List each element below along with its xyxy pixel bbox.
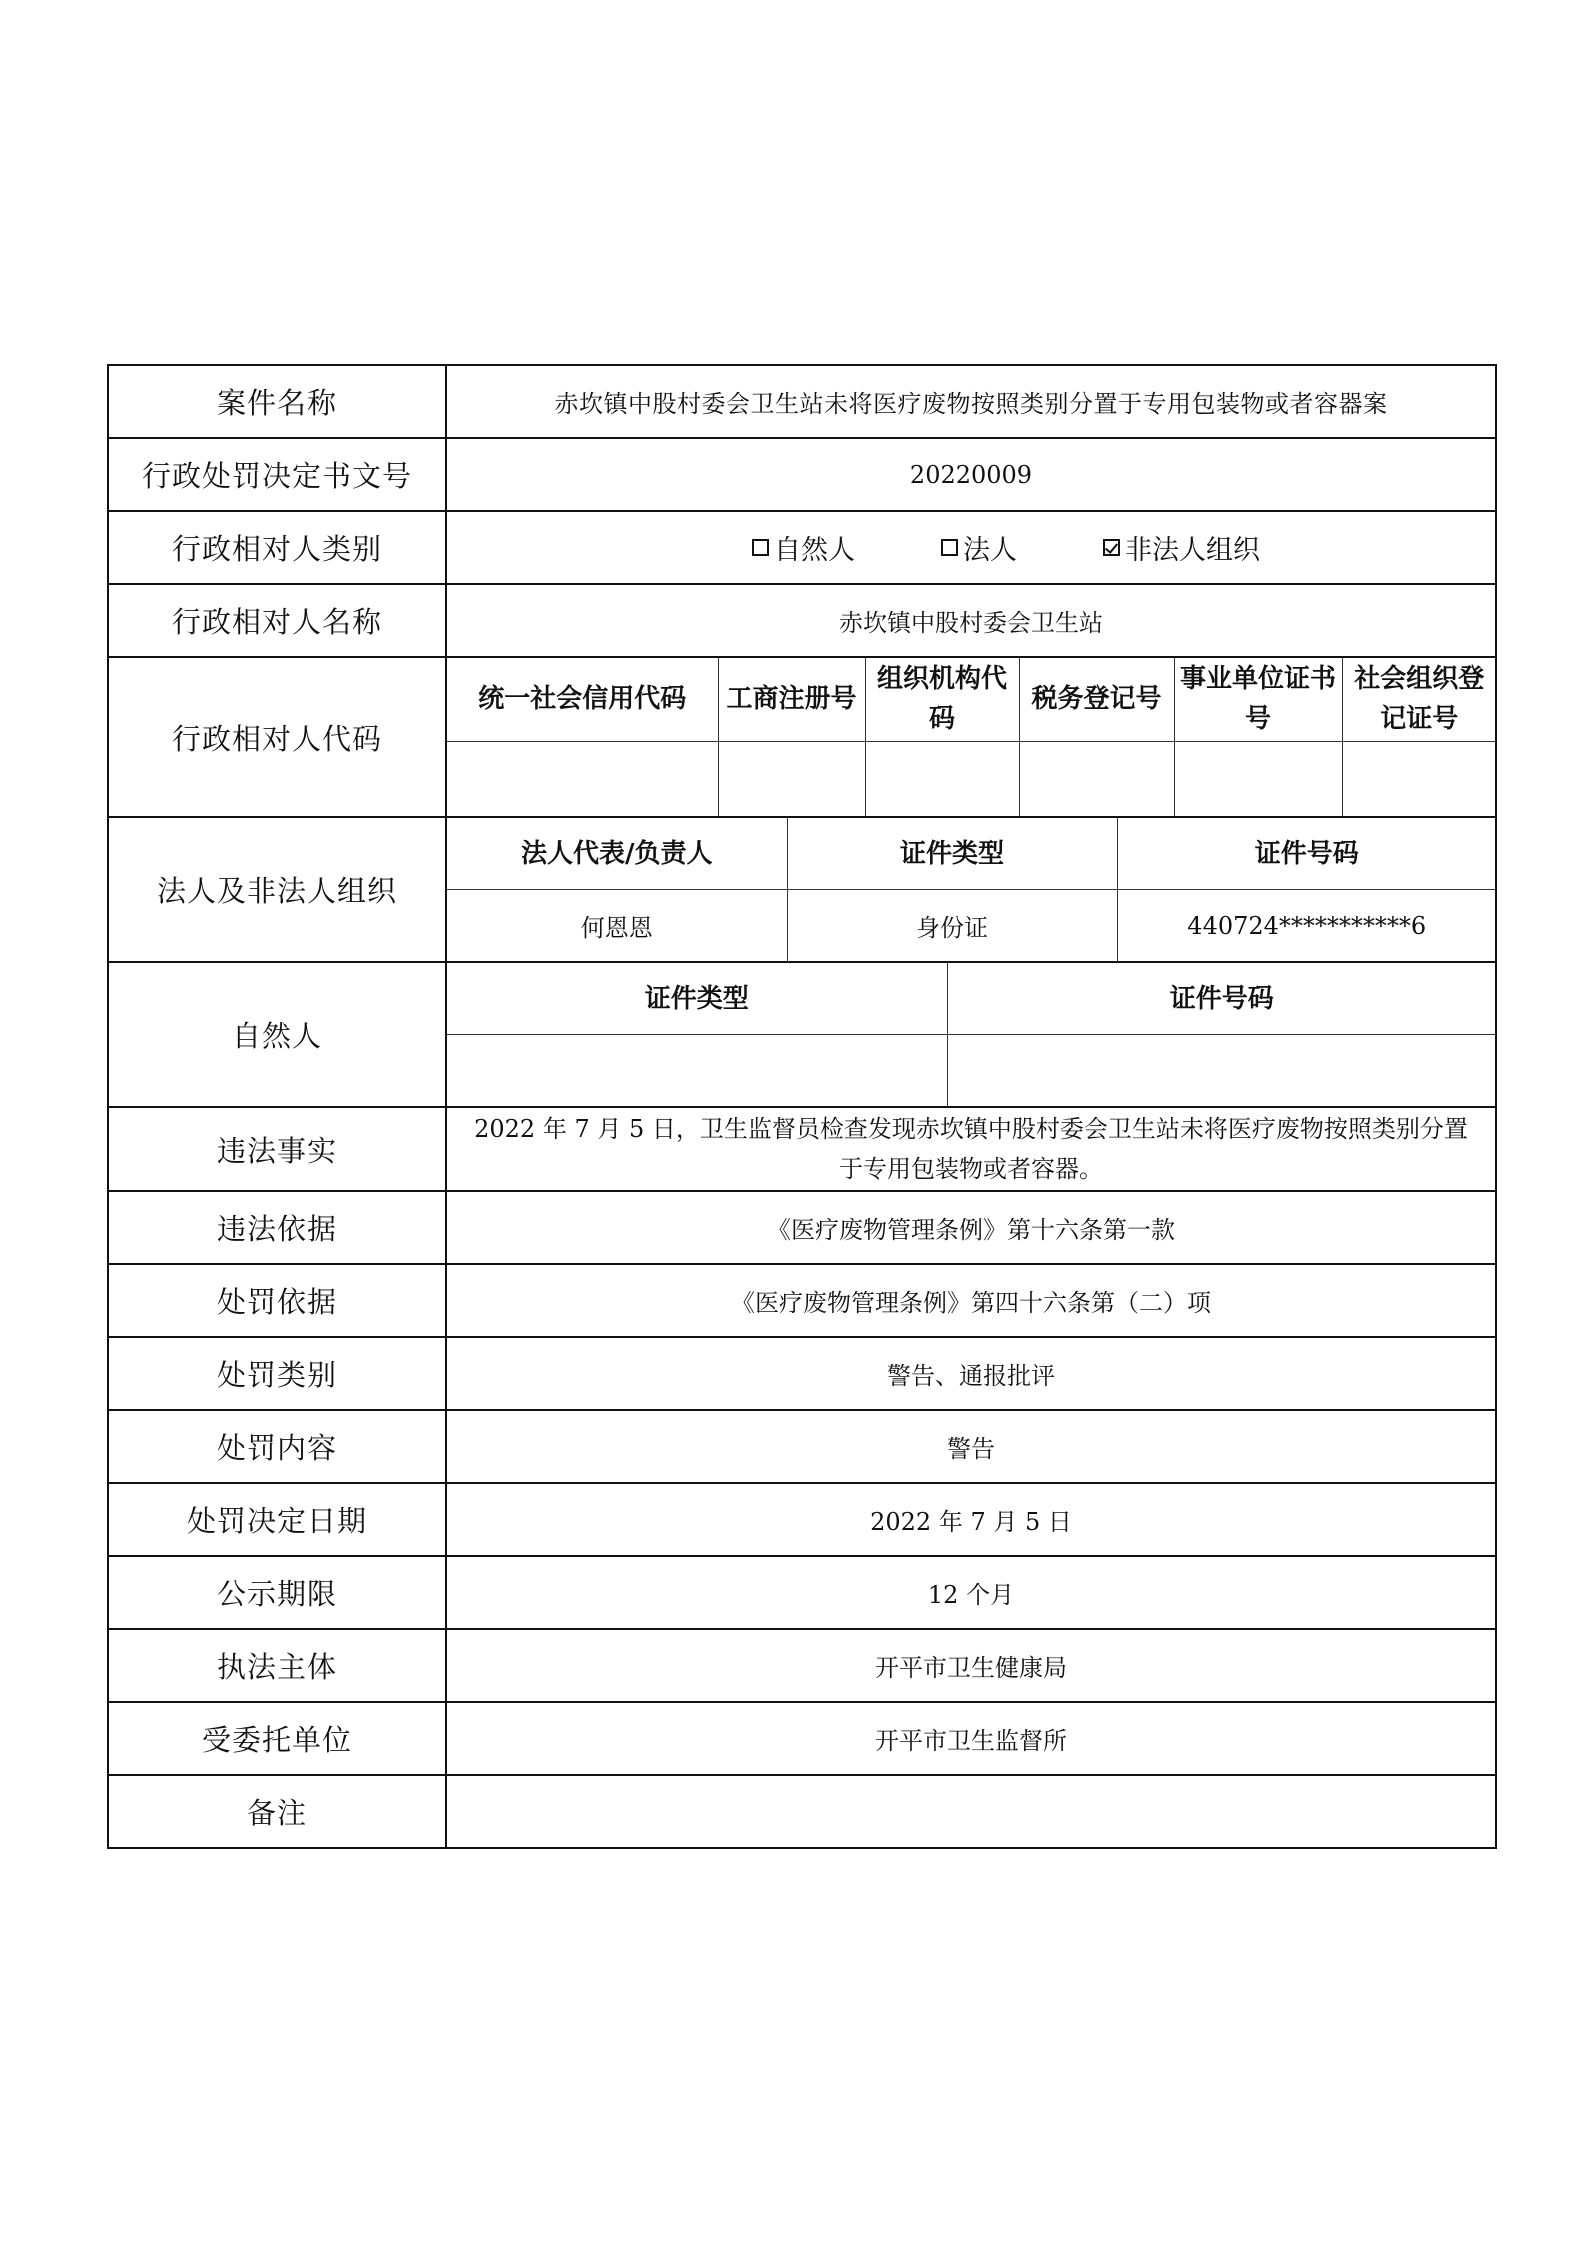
value-id-type: 身份证 — [787, 890, 1117, 962]
case-name-value: 赤坎镇中股村委会卫生站未将医疗废物按照类别分置于专用包装物或者容器案 — [446, 365, 1496, 438]
row-case-name — [108, 365, 1496, 438]
penalty-content-value: 警告 — [446, 1410, 1496, 1483]
value-social-org-reg-no — [1342, 741, 1496, 816]
row-violation-facts — [108, 1107, 1496, 1191]
party-category-label: 行政相对人类别 — [108, 511, 446, 584]
decision-date-value: 2022 年 7 月 5 日 — [446, 1483, 1496, 1556]
header-id-number: 证件号码 — [1117, 818, 1496, 890]
row-party-name — [108, 584, 1496, 657]
value-tax-reg-no — [1019, 741, 1174, 816]
natural-person-subtable — [447, 963, 1496, 1106]
party-code-subtable — [447, 658, 1496, 816]
remarks-value — [446, 1775, 1496, 1848]
party-code-label: 行政相对人代码 — [108, 657, 446, 817]
row-violation-basis — [108, 1191, 1496, 1264]
row-enforcement-body — [108, 1629, 1496, 1702]
value-legal-representative: 何恩恩 — [447, 890, 787, 962]
value-org-code — [865, 741, 1019, 816]
legal-entity-label: 法人及非法人组织 — [108, 817, 446, 962]
row-penalty-type — [108, 1337, 1496, 1410]
row-penalty-basis — [108, 1264, 1496, 1337]
header-tax-reg-no: 税务登记号 — [1019, 658, 1174, 741]
legal-entity-subtable — [447, 818, 1496, 961]
violation-facts-value-cell — [446, 1107, 1496, 1191]
option-label: 非法人组织 — [1125, 535, 1260, 566]
value-id-number: 440724***********6 — [1117, 890, 1496, 962]
entrusted-unit-label: 受委托单位 — [108, 1702, 446, 1775]
checkbox-unchecked-icon[interactable] — [941, 539, 958, 556]
party-code-subtable-cell — [446, 657, 1496, 817]
checkbox-unchecked-icon[interactable] — [752, 539, 769, 556]
header-np-id-type: 证件类型 — [447, 963, 947, 1035]
decision-number-value: 20220009 — [446, 438, 1496, 511]
penalty-type-label: 处罚类别 — [108, 1337, 446, 1410]
value-institution-cert-no — [1174, 741, 1342, 816]
party-name-label: 行政相对人名称 — [108, 584, 446, 657]
row-party-code — [108, 657, 1496, 817]
checkbox-checked-icon[interactable] — [1103, 539, 1120, 556]
party-name-value: 赤坎镇中股村委会卫生站 — [446, 584, 1496, 657]
row-party-category — [108, 511, 1496, 584]
legal-entity-subtable-cell — [446, 817, 1496, 962]
enforcement-body-value: 开平市卫生健康局 — [446, 1629, 1496, 1702]
row-entrusted-unit — [108, 1702, 1496, 1775]
option-natural-person[interactable] — [752, 528, 855, 567]
natural-person-label: 自然人 — [108, 962, 446, 1107]
header-legal-representative: 法人代表/负责人 — [447, 818, 787, 890]
option-unincorporated-org[interactable] — [1103, 528, 1260, 567]
row-legal-entity — [108, 817, 1496, 962]
header-unified-credit-code: 统一社会信用代码 — [447, 658, 718, 741]
header-social-org-reg-no: 社会组织登记证号 — [1342, 658, 1496, 741]
row-natural-person — [108, 962, 1496, 1107]
violation-facts-label: 违法事实 — [108, 1107, 446, 1191]
case-name-label: 案件名称 — [108, 365, 446, 438]
header-business-reg-no: 工商注册号 — [718, 658, 865, 741]
violation-facts-value: 2022 年 7 月 5 日，卫生监督员检查发现赤坎镇中股村委会卫生站未将医疗废物按照类别分置于专用包装物或者容器。 — [474, 1115, 1468, 1183]
publicity-period-value: 12 个月 — [446, 1556, 1496, 1629]
penalty-content-label: 处罚内容 — [108, 1410, 446, 1483]
row-remarks — [108, 1775, 1496, 1848]
decision-date-label: 处罚决定日期 — [108, 1483, 446, 1556]
header-id-type: 证件类型 — [787, 818, 1117, 890]
publicity-period-label: 公示期限 — [108, 1556, 446, 1629]
penalty-info-table — [107, 364, 1497, 1849]
penalty-basis-label: 处罚依据 — [108, 1264, 446, 1337]
row-publicity-period — [108, 1556, 1496, 1629]
entrusted-unit-value: 开平市卫生监督所 — [446, 1702, 1496, 1775]
enforcement-body-label: 执法主体 — [108, 1629, 446, 1702]
header-institution-cert-no: 事业单位证书号 — [1174, 658, 1342, 741]
value-unified-credit-code — [447, 741, 718, 816]
option-legal-person[interactable] — [941, 528, 1017, 567]
option-label: 法人 — [963, 535, 1017, 566]
remarks-label: 备注 — [108, 1775, 446, 1848]
penalty-type-value: 警告、通报批评 — [446, 1337, 1496, 1410]
option-label: 自然人 — [774, 535, 855, 566]
value-np-id-type — [447, 1035, 947, 1107]
violation-basis-label: 违法依据 — [108, 1191, 446, 1264]
header-np-id-number: 证件号码 — [947, 963, 1496, 1035]
row-decision-number — [108, 438, 1496, 511]
value-business-reg-no — [718, 741, 865, 816]
natural-person-subtable-cell — [446, 962, 1496, 1107]
party-category-options — [447, 528, 1495, 567]
row-decision-date — [108, 1483, 1496, 1556]
header-org-code: 组织机构代码 — [865, 658, 1019, 741]
violation-basis-value: 《医疗废物管理条例》第十六条第一款 — [446, 1191, 1496, 1264]
decision-number-label: 行政处罚决定书文号 — [108, 438, 446, 511]
row-penalty-content — [108, 1410, 1496, 1483]
party-category-value — [446, 511, 1496, 584]
penalty-basis-value: 《医疗废物管理条例》第四十六条第（二）项 — [446, 1264, 1496, 1337]
value-np-id-number — [947, 1035, 1496, 1107]
